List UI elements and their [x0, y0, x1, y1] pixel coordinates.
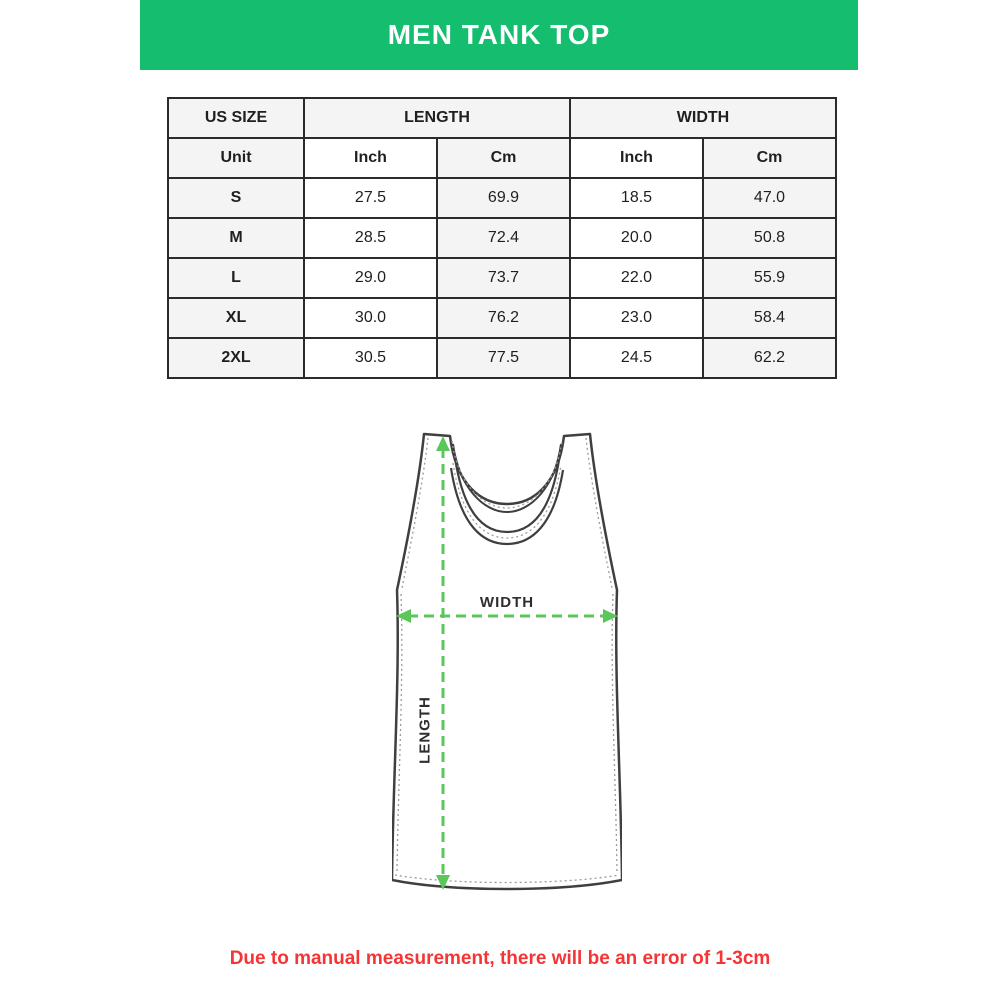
unit-header-row [168, 138, 836, 178]
page-title: MEN TANK TOP [387, 19, 611, 50]
cell-length-cm: 72.4 [437, 218, 570, 258]
title-banner [140, 0, 858, 70]
cell-width-cm: 50.8 [703, 218, 836, 258]
tank-top-illustration-icon [392, 428, 622, 898]
cell-width-cm: 58.4 [703, 298, 836, 338]
cell-width-inch: 18.5 [570, 178, 703, 218]
cell-length-cm: 76.2 [437, 298, 570, 338]
table-row-2xl [168, 338, 836, 378]
cell-width-inch: 24.5 [570, 338, 703, 378]
header-us-size: US SIZE [168, 98, 304, 138]
cell-size: S [168, 178, 304, 218]
header-width: WIDTH [570, 98, 836, 138]
length-measure-label: LENGTH [416, 696, 434, 764]
size-chart-table [167, 97, 837, 379]
width-measure-label: WIDTH [479, 594, 535, 611]
table-row-xl [168, 298, 836, 338]
cell-width-cm: 55.9 [703, 258, 836, 298]
cell-width-inch: 23.0 [570, 298, 703, 338]
cell-size: 2XL [168, 338, 304, 378]
cell-length-inch: 27.5 [304, 178, 437, 218]
header-length-inch: Inch [304, 138, 437, 178]
header-width-inch: Inch [570, 138, 703, 178]
header-length: LENGTH [304, 98, 570, 138]
table-row-l [168, 258, 836, 298]
tank-top-diagram [392, 428, 622, 898]
cell-length-inch: 29.0 [304, 258, 437, 298]
measurement-error-note: Due to manual measurement, there will be an error of 1-3cm [229, 948, 771, 969]
cell-length-cm: 69.9 [437, 178, 570, 218]
header-length-cm: Cm [437, 138, 570, 178]
cell-length-inch: 28.5 [304, 218, 437, 258]
cell-width-inch: 20.0 [570, 218, 703, 258]
cell-width-cm: 47.0 [703, 178, 836, 218]
header-width-cm: Cm [703, 138, 836, 178]
cell-length-inch: 30.0 [304, 298, 437, 338]
cell-length-cm: 73.7 [437, 258, 570, 298]
cell-width-inch: 22.0 [570, 258, 703, 298]
cell-size: M [168, 218, 304, 258]
cell-size: L [168, 258, 304, 298]
table-row-s [168, 178, 836, 218]
group-header-row [168, 98, 836, 138]
cell-width-cm: 62.2 [703, 338, 836, 378]
cell-size: XL [168, 298, 304, 338]
cell-length-inch: 30.5 [304, 338, 437, 378]
cell-length-cm: 77.5 [437, 338, 570, 378]
header-unit: Unit [168, 138, 304, 178]
table-row-m [168, 218, 836, 258]
